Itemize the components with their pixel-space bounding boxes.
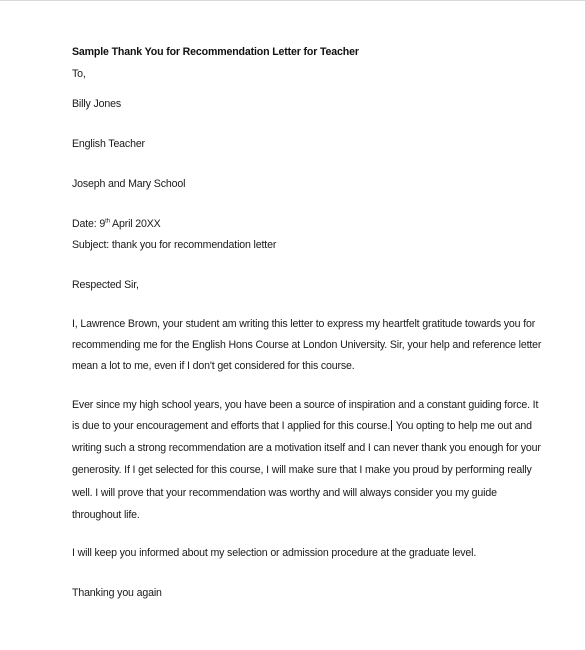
paragraph-2-line: Ever since my high school years, you have been a source of inspiration and a constant guiding force. It bbox=[72, 399, 539, 411]
paragraph-2-line[interactable] bbox=[72, 419, 532, 433]
paragraph-2-line: writing such a strong recommendation are a motivation itself and I can never thank you enough for your bbox=[72, 442, 541, 454]
letter-title: Sample Thank You for Recommendation Letter for Teacher bbox=[72, 46, 359, 58]
paragraph-3: I will keep you informed about my selection or admission procedure at the graduate level. bbox=[72, 547, 477, 559]
letter-subject: Subject: thank you for recommendation letter bbox=[72, 239, 277, 251]
date-ordinal: th bbox=[105, 218, 110, 225]
paragraph-2-text-before-cursor: is due to your encouragement and efforts that I applied for this course. bbox=[72, 420, 391, 432]
greeting: Respected Sir, bbox=[72, 279, 139, 291]
paragraph-1-line: mean a lot to me, even if I don't get considered for this course. bbox=[72, 360, 355, 372]
date-prefix: Date: 9 bbox=[72, 218, 106, 230]
paragraph-2-line: well. I will prove that your recommendation was worthy and will always consider you my guide bbox=[72, 487, 497, 499]
closing: Thanking you again bbox=[72, 587, 162, 599]
paragraph-1-line: I, Lawrence Brown, your student am writing this letter to express my heartfelt gratitude towards you for bbox=[72, 318, 536, 330]
recipient-name: Billy Jones bbox=[72, 98, 121, 110]
recipient-school: Joseph and Mary School bbox=[72, 178, 186, 190]
paragraph-2-line: generosity. If I get selected for this course, I will make sure that I make you proud by performing really bbox=[72, 464, 532, 476]
paragraph-2-text-after-cursor: You opting to help me out and bbox=[393, 420, 532, 432]
paragraph-2-line: throughout life. bbox=[72, 509, 140, 521]
date-rest: April 20XX bbox=[109, 218, 161, 230]
letter-date bbox=[72, 217, 161, 231]
paragraph-1-line: recommending me for the English Hons Course at London University. Sir, your help and reference letter bbox=[72, 339, 542, 351]
recipient-title: English Teacher bbox=[72, 138, 145, 150]
salutation-to: To, bbox=[72, 68, 86, 80]
